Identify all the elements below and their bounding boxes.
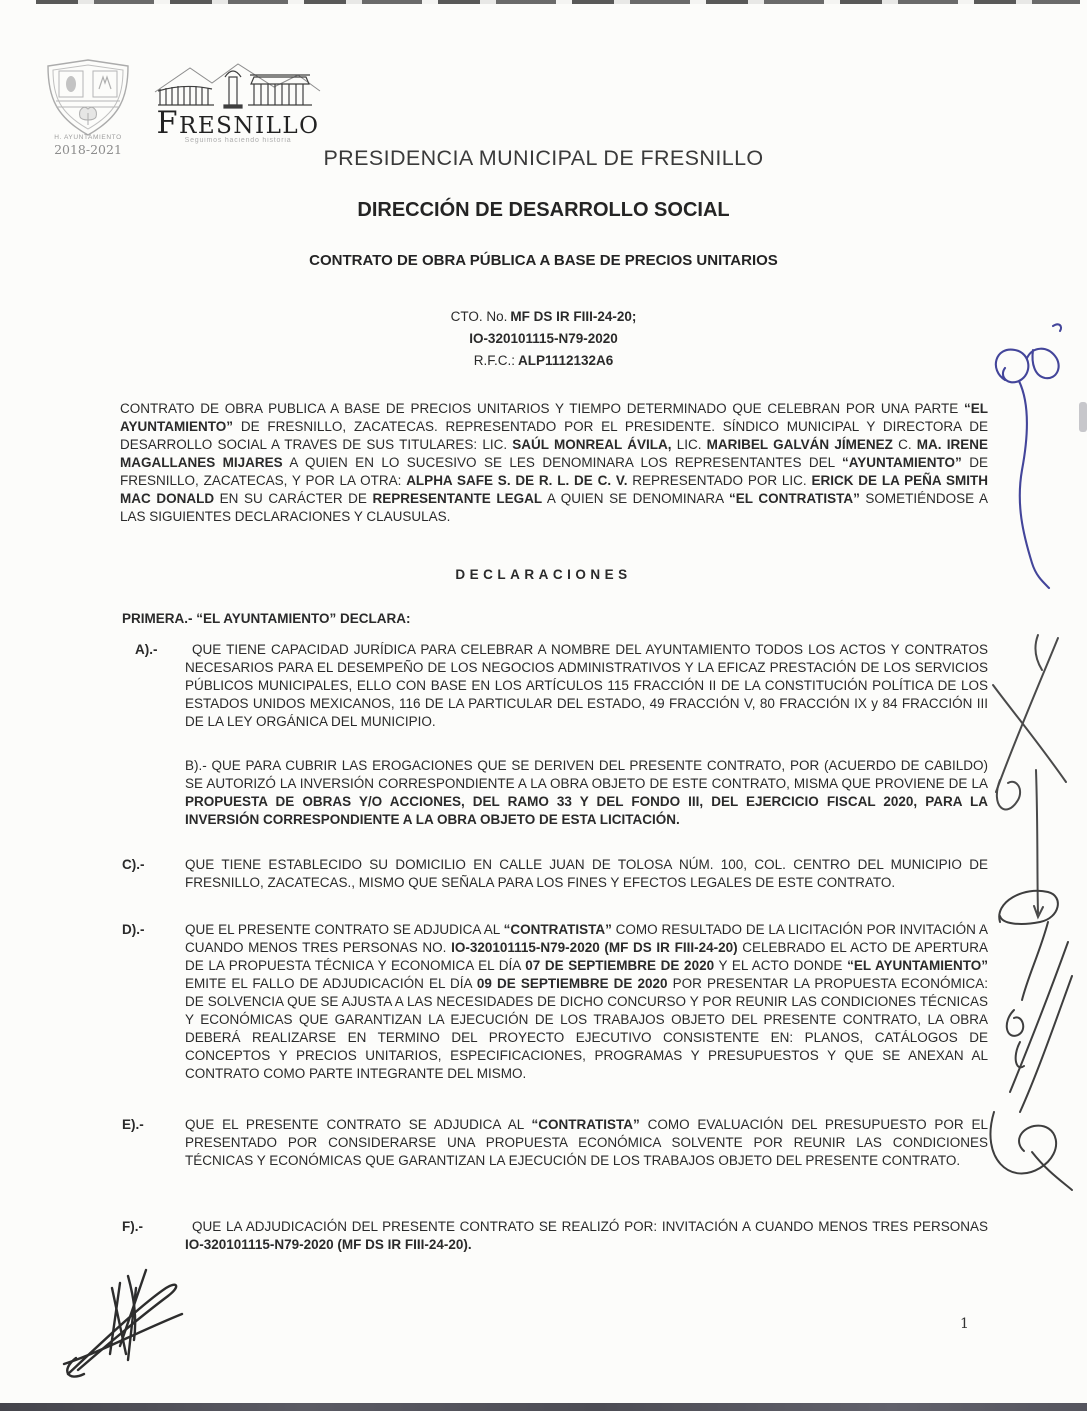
- declaration-item-c: [122, 856, 988, 892]
- signature-erick-vertical: [972, 880, 1082, 1200]
- rfc-line: [0, 350, 1087, 372]
- item-text: QUE EL PRESENTE CONTRATO SE ADJUDICA AL “CONTRATISTA” COMO EVALUACIÓN DEL PRESUPUESTO POR EL PRESENTADO POR CONSIDERARSE UNA PROPUESTA ECONÓMICA SOLVENTE POR REUNIR LAS CONDICIONES TÉCNICAS Y ECONÓMICAS QUE GARANTIZAN LA EJECUCIÓN DE LOS TRABAJOS OBJETO DEL PRESENTE CONTRATO.: [185, 1117, 988, 1168]
- contract-number-value: MF DS IR FIII-24-20;: [510, 309, 637, 324]
- item-text: QUE LA ADJUDICACIÓN DEL PRESENTE CONTRATO SE REALIZÓ POR: INVITACIÓN A CUANDO MENOS TRES PERSONAS IO-320101115-N79-2020 (MF DS IR FIII-24-20).: [185, 1219, 988, 1252]
- crest-logo-icon: [32, 57, 144, 137]
- item-text: QUE TIENE ESTABLECIDO SU DOMICILIO EN CALLE JUAN DE TOLOSA NÚM. 100, COL. CENTRO DEL MUNICIPIO DE FRESNILLO, ZACATECAS., MISMO QUE SEÑALA PARA LOS FINES Y EFECTOS LEGALES DE ESTE CONTRATO.: [185, 857, 988, 890]
- declaration-item-a: [122, 641, 988, 731]
- item-marker: A).-: [135, 642, 158, 657]
- department-title: DIRECCIÓN DE DESARROLLO SOCIAL: [357, 199, 730, 221]
- item-marker: D).-: [122, 922, 145, 937]
- signature-bottom-left: [50, 1258, 210, 1388]
- contract-number-label: CTO. No.: [450, 309, 508, 324]
- page-title: PRESIDENCIA MUNICIPAL DE FRESNILLO: [323, 146, 764, 170]
- page-number: 1: [960, 1316, 969, 1332]
- primera-heading: PRIMERA.- “EL AYUNTAMIENTO” DECLARA:: [122, 611, 411, 626]
- contract-identifiers: [0, 306, 1087, 372]
- contract-number-line: [0, 306, 1087, 328]
- item-marker: C).-: [122, 857, 145, 872]
- contract-type-title: CONTRATO DE OBRA PÚBLICA A BASE DE PRECIOS UNITARIOS: [309, 252, 778, 269]
- item-marker: E).-: [122, 1117, 144, 1132]
- scan-edge-bottom: [0, 1403, 1087, 1411]
- declaration-item-d: [122, 921, 988, 1083]
- fresnillo-logo-icon: [150, 62, 325, 110]
- intro-paragraph: CONTRATO DE OBRA PUBLICA A BASE DE PRECIOS UNITARIOS Y TIEMPO DETERMINADO QUE CELEBRAN POR UNA PARTE “EL AYUNTAMIENTO” DE FRESNILLO, ZACATECAS. REPRESENTADO POR EL PRESIDENTE. SÍNDICO MUNICIPAL Y DIRECTORA DE DESARROLLO SOCIAL A TRAVES DE SUS TITULARES: LIC. SAÚL MONREAL ÁVILA, LIC. MARIBEL GALVÁN JÍMENEZ C. MA. IRENE MAGALLANES MIJARES A QUIEN EN LO SUCESIVO SE LES DENOMINARA LOS REPRESENTANTES DEL “AYUNTAMIENTO” DE FRESNILLO, ZACATECAS, Y POR LA OTRA: ALPHA SAFE S. DE R. L. DE C. V. REPRESENTADO POR LIC. ERICK DE LA PEÑA SMITH MAC DONALD EN SU CARÁCTER DE REPRESENTANTE LEGAL A QUIEN SE DENOMINARA “EL CONTRATISTA” SOMETIÉNDOSE A LAS SIGUIENTES DECLARACIONES Y CLAUSULAS.: [120, 401, 989, 524]
- rfc-value: ALP1112132A6: [517, 353, 614, 368]
- rfc-label: R.F.C.:: [473, 353, 515, 368]
- tender-number: IO-320101115-N79-2020: [469, 331, 618, 346]
- declaration-item-f: [122, 1218, 988, 1254]
- crest-years: 2018-2021: [54, 142, 122, 157]
- fresnillo-tagline: Seguimos haciendo historia: [184, 137, 292, 144]
- item-text: B).- QUE PARA CUBRIR LAS EROGACIONES QUE SE DERIVEN DEL PRESENTE CONTRATO, POR (ACUERDO DE CABILDO) SE AUTORIZÓ LA INVERSIÓN CORRESPONDIENTE A LA OBRA OBJETO DE ESTE CONTRATO, MISMA QUE PROVIENE DE LA PROPUESTA DE OBRAS Y/O ACCIONES, DEL RAMO 33 Y DEL FONDO III, DEL EJERCICIO FISCAL 2020, PARA LA INVERSIÓN CORRESPONDIENTE A LA OBRA OBJETO DE ESTA LICITACIÓN.: [185, 758, 988, 827]
- declaration-item-b: [122, 757, 988, 829]
- item-text: QUE EL PRESENTE CONTRATO SE ADJUDICA AL “CONTRATISTA” COMO RESULTADO DE LA LICITACIÓN POR INVITACIÓN A CUANDO MENOS TRES PERSONAS NO. IO-320101115-N79-2020 (MF DS IR FIII-24-20) CELEBRADO EL ACTO DE APERTURA DE LA PROPUESTA TÉCNICA Y ECONOMICA EL DÍA 07 DE SEPTIEMBRE DE 2020 Y EL ACTO DONDE “EL AYUNTAMIENTO” EMITE EL FALLO DE ADJUDICACIÓN EL DÍA 09 DE SEPTIEMBRE DE 2020 POR PRESENTAR LA PROPUESTA ECONÓMICA: DE SOLVENCIA QUE SE AJUSTA A LAS NECESIDADES DE DICHO CONCURSO Y POR REUNIR LAS CONDICIONES TÉCNICAS Y ECONÓMICAS QUE GARANTIZAN LA EJECUCIÓN DE LOS TRABAJOS OBJETO DEL PRESENTE CONTRATO, LA OBRA DEBERÁ REALIZARSE EN TERMINO DEL PROYECTO EJECUTIVO CONSISTENTE EN: PLANOS, CATÁLOGOS DE CONCEPTOS Y PRECIOS UNITARIOS, ESPECIFICACIONES, PROGRAMAS Y PRESUPUESTOS Y QUE SE ANEXAN AL CONTRATO COMO PARTE INTEGRANTE DEL MISMO.: [185, 922, 989, 1081]
- fresnillo-wordmark: FRESNILLO: [156, 106, 320, 141]
- declaration-item-e: [122, 1116, 988, 1170]
- item-text: QUE TIENE CAPACIDAD JURÍDICA PARA CELEBRAR A NOMBRE DEL AYUNTAMIENTO TODOS LOS ACTOS Y CONTRATOS NECESARIOS PARA EL DESEMPEÑO DE LOS NEGOCIOS ADMINISTRATIVOS Y LA EFICAZ PRESTACIÓN DE LOS SERVICIOS PÚBLICOS MUNICIPALES, ELLO CON BASE EN LOS ARTÍCULOS 115 FRACCIÓN II DE LA CONSTITUCIÓN POLÍTICA DE LOS ESTADOS UNIDOS MEXICANOS, 116 DE LA PARTICULAR DEL ESTADO, 49 FRACCIÓN V, 80 FRACCIÓN IX y 84 FRACCIÓN III DE LA LEY ORGÁNICA DEL MUNICIPIO.: [185, 642, 988, 729]
- crest-caption: H. AYUNTAMIENTO: [54, 134, 122, 141]
- item-marker: F).-: [122, 1219, 143, 1234]
- signature-blue-pen: [975, 318, 1085, 613]
- declarations-heading: DECLARACIONES: [455, 567, 632, 582]
- scan-edge-top: [36, 0, 1080, 4]
